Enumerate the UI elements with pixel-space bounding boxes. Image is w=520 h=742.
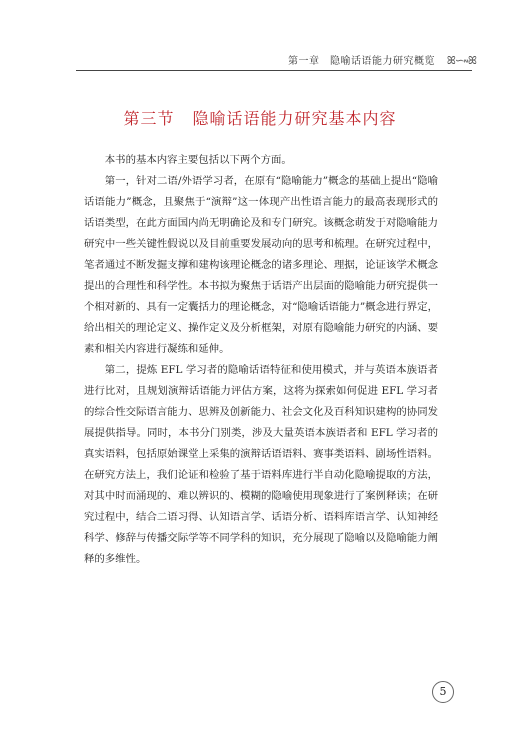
running-head [80, 52, 476, 70]
section-heading: 隐喻话语能力研究基本内容 [192, 109, 397, 128]
section-number: 第三节 [123, 109, 175, 128]
paragraph: 第二，提炼 EFL 学习者的隐喻话语特征和使用模式，并与英语本族语者进行比对，且规划演辩话语能力评估方案，这将为探索如何促进 EFL 学习者的综合性交际语言能力、思辨及创新能力、社会文化及百科知识建构的协同发展提供指导。同时，本书分门别类，涉及大量英语本族语者和 EFL 学习者的真实语料，包括原始课堂上采集的演辩话语语料、赛事类语料、剧场性语料。在研究方法上，我们论证和检验了基于语料库进行半自动化隐喻提取的方法，对其中时而涌现的、难以辨识的、模糊的隐喻使用现象进行了案例释读；在研究过程中，结合二语习得、认知语言学、话语分析、语料库语言学、认知神经科学、修辞与传播交际学等不同学科的知识，充分展现了隐喻以及隐喻能力阐释的多维性。 [84, 364, 438, 565]
ornament-icon: ꕤ∽∾ꕤ [446, 54, 476, 67]
page-number: 5 [432, 681, 454, 703]
header-rule [76, 70, 472, 71]
running-head-text: 第一章 隐喻话语能力研究概览 [288, 56, 436, 67]
section-title [60, 106, 460, 129]
body-text [84, 150, 438, 570]
paragraph: 本书的基本内容主要包括以下两个方面。 [104, 154, 292, 166]
paragraph: 第一，针对二语/外语学习者，在原有“隐喻能力”概念的基础上提出“隐喻话语能力”概念，且聚焦于“演辩”这一体现产出性语言能力的最高表现形式的话语类型，在此方面国内尚无明确论及和专门研究。该概念萌发于对隐喻能力研究中一些关键性假说以及目前重要发展动向的思考和梳理。在研究过程中，笔者通过不断发掘支撑和建构该理论概念的诸多理论、理据，论证该学术概念提出的合理性和科学性。本书拟为聚焦于话语产出层面的隐喻能力研究提供一个相对新的、具有一定囊括力的理论概念，对“隐喻话语能力”概念进行界定，给出相关的理论定义、操作定义及分析框架，对原有隐喻能力研究的内涵、要素和相关内容进行凝练和延伸。 [84, 175, 438, 355]
